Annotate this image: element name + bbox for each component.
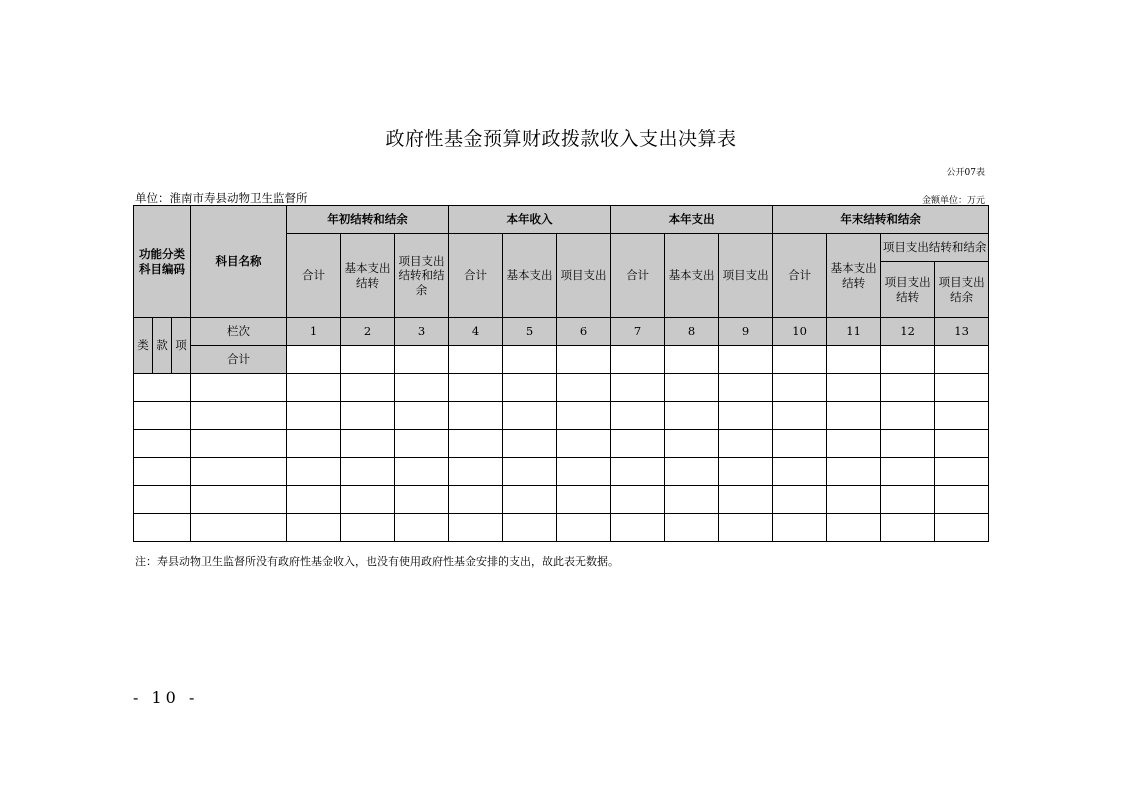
begin-project-header: 项目支出结转和结余	[395, 234, 449, 318]
column-number: 1	[287, 318, 341, 346]
total-row-label: 合计	[191, 346, 287, 374]
column-number: 11	[827, 318, 881, 346]
expense-project-header: 项目支出	[719, 234, 773, 318]
column-number: 3	[395, 318, 449, 346]
unit-label: 单位：淮南市寿县动物卫生监督所	[135, 191, 308, 205]
code-col-class: 类	[134, 318, 153, 374]
total-cell	[611, 346, 665, 374]
total-cell	[503, 346, 557, 374]
page-title: 政府性基金预算财政拨款收入支出决算表	[385, 128, 737, 150]
total-cell	[341, 346, 395, 374]
total-cell	[287, 346, 341, 374]
group-header-expense: 本年支出	[611, 206, 773, 234]
column-number: 9	[719, 318, 773, 346]
code-col-item: 项	[172, 318, 191, 374]
total-cell	[557, 346, 611, 374]
subject-name-header: 科目名称	[191, 206, 287, 318]
func-code-header: 功能分类科目编码	[134, 206, 191, 318]
total-cell	[773, 346, 827, 374]
begin-total-header: 合计	[287, 234, 341, 318]
table-row	[134, 430, 989, 458]
column-number: 8	[665, 318, 719, 346]
column-number: 2	[341, 318, 395, 346]
total-cell	[395, 346, 449, 374]
table-row	[134, 402, 989, 430]
table-row	[134, 458, 989, 486]
code-col-section: 款	[153, 318, 172, 374]
page-number: - 10 -	[133, 688, 199, 707]
end-project-carry-header: 项目支出结转	[881, 262, 935, 318]
column-number: 13	[935, 318, 989, 346]
end-project-surplus-header: 项目支出结余	[935, 262, 989, 318]
total-cell	[449, 346, 503, 374]
table-row	[134, 486, 989, 514]
column-number: 5	[503, 318, 557, 346]
end-total-header: 合计	[773, 234, 827, 318]
column-number: 10	[773, 318, 827, 346]
group-header-begin: 年初结转和结余	[287, 206, 449, 234]
total-cell	[827, 346, 881, 374]
income-project-header: 项目支出	[557, 234, 611, 318]
column-number: 4	[449, 318, 503, 346]
income-total-header: 合计	[449, 234, 503, 318]
column-number: 7	[611, 318, 665, 346]
begin-basic-header: 基本支出结转	[341, 234, 395, 318]
group-header-income: 本年收入	[449, 206, 611, 234]
table-row	[134, 514, 989, 542]
footnote: 注：寿县动物卫生监督所没有政府性基金收入，也没有使用政府性基金安排的支出，故此表无数据。	[135, 555, 619, 568]
total-cell	[719, 346, 773, 374]
form-code: 公开07表	[946, 168, 985, 178]
table-row	[134, 374, 989, 402]
column-row-label: 栏次	[191, 318, 287, 346]
end-basic-header: 基本支出结转	[827, 234, 881, 318]
amount-unit: 金额单位：万元	[921, 196, 985, 206]
column-number: 6	[557, 318, 611, 346]
expense-basic-header: 基本支出	[665, 234, 719, 318]
column-number: 12	[881, 318, 935, 346]
end-project-group-header: 项目支出结转和结余	[881, 234, 989, 262]
income-basic-header: 基本支出	[503, 234, 557, 318]
total-cell	[665, 346, 719, 374]
expense-total-header: 合计	[611, 234, 665, 318]
total-cell	[935, 346, 989, 374]
group-header-end: 年末结转和结余	[773, 206, 989, 234]
total-cell	[881, 346, 935, 374]
fund-table	[133, 205, 989, 542]
